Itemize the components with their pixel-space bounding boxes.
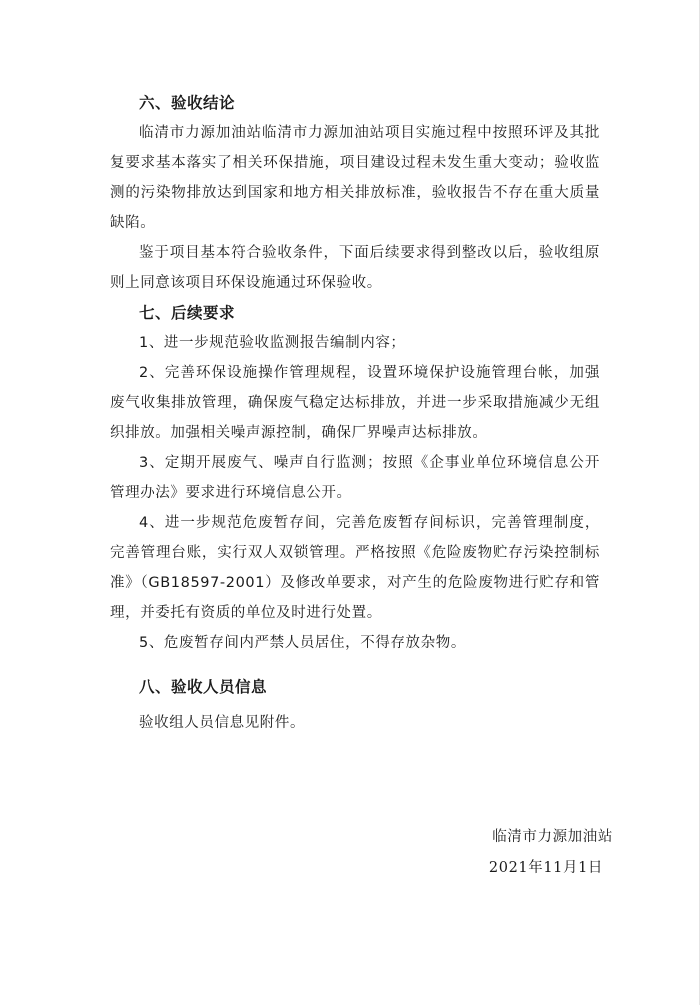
signature-date: 2021年11月1日 <box>488 860 603 876</box>
conclusion-paragraph-2: 鉴于项目基本符合验收条件，下面后续要求得到整改以后，验收组原则上同意该项目环保设施通过环保验收。 <box>110 245 600 291</box>
requirement-item-3: 3、定期开展废气、噪声自行监测；按照《企事业单位环境信息公开管理办法》要求进行环境信息公开。 <box>110 455 600 501</box>
document-body <box>110 88 600 738</box>
conclusion-paragraph-1: 临清市力源加油站临清市力源加油站项目实施过程中按照环评及其批复要求基本落实了相关环保措施，项目建设过程未发生重大变动；验收监测的污染物排放达到国家和地方相关排放标准，验收报告不存在重大质量缺陷。 <box>110 125 600 231</box>
signature-organization: 临清市力源加油站 <box>492 829 613 845</box>
personnel-paragraph: 验收组人员信息见附件。 <box>139 715 306 731</box>
requirement-item-1: 1、进一步规范验收监测报告编制内容； <box>139 335 406 351</box>
requirement-item-4: 4、进一步规范危废暂存间，完善危废暂存间标识，完善管理制度，完善管理台账，实行双人双锁管理。严格按照《危险废物贮存污染控制标准》（GB18597-2001）及修改单要求，对产生的危险废物进行贮存和管理，并委托有资质的单位及时进行处置。 <box>110 515 600 621</box>
section-heading-acceptance-personnel: 八、验收人员信息 <box>139 678 268 696</box>
section-heading-acceptance-conclusion: 六、验收结论 <box>139 94 236 112</box>
requirement-item-2: 2、完善环保设施操作管理规程，设置环境保护设施管理台帐，加强废气收集排放管理，确保废气稳定达标排放，并进一步采取措施减少无组织排放。加强相关噪声源控制，确保厂界噪声达标排放。 <box>110 365 600 441</box>
section-heading-follow-up-requirements: 七、后续要求 <box>139 304 236 322</box>
requirement-item-5: 5、危废暂存间内严禁人员居住，不得存放杂物。 <box>139 635 466 651</box>
